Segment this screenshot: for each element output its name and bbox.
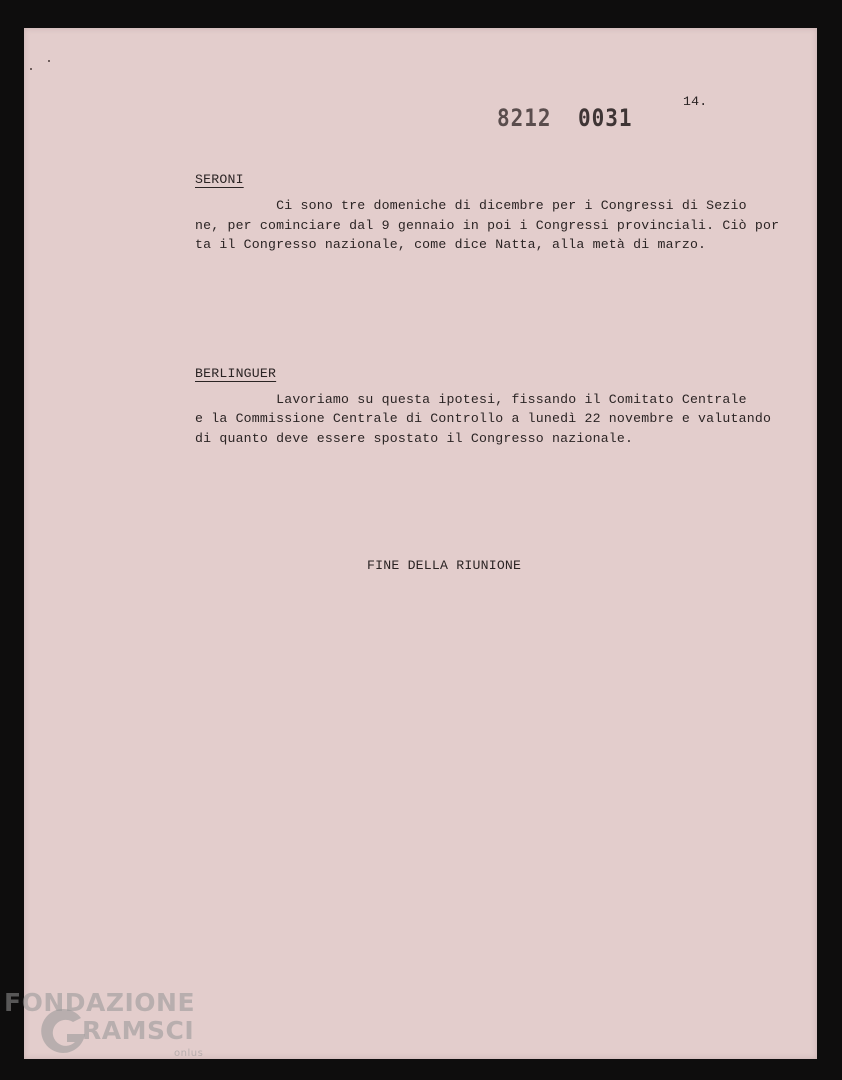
archive-stamp-number: 0031 [578, 104, 633, 132]
speech-line: ta il Congresso nazionale, come dice Natta, alla metà di marzo. [195, 237, 707, 252]
page-speck [30, 68, 32, 70]
document-page [24, 28, 817, 1059]
speaker-name: BERLINGUER [195, 366, 277, 381]
closing-line: FINE DELLA RIUNIONE [367, 558, 522, 573]
watermark-line2: RAMSCI [82, 1016, 195, 1045]
speech-line: Lavoriamo su questa ipotesi, fissando il Comitato Centrale [195, 392, 747, 407]
fondazione-gramsci-watermark [4, 988, 214, 1078]
page-number: 14. [683, 94, 708, 109]
archive-stamp-series: 8212 [497, 104, 552, 132]
speech-line: e la Commissione Centrale di Controllo a lunedì 22 novembre e valutando [195, 411, 772, 426]
speech-line: di quanto deve essere spostato il Congresso nazionale. [195, 431, 634, 446]
speech-line: Ci sono tre domeniche di dicembre per i Congressi di Sezio [195, 198, 747, 213]
watermark-line1: FONDAZIONE [4, 988, 196, 1017]
speech-line: ne, per cominciare dal 9 gennaio in poi i Congressi provinciali. Ciò por [195, 218, 780, 233]
watermark-suffix: onlus [174, 1048, 204, 1059]
page-speck [48, 60, 50, 62]
speaker-name: SERONI [195, 172, 244, 187]
